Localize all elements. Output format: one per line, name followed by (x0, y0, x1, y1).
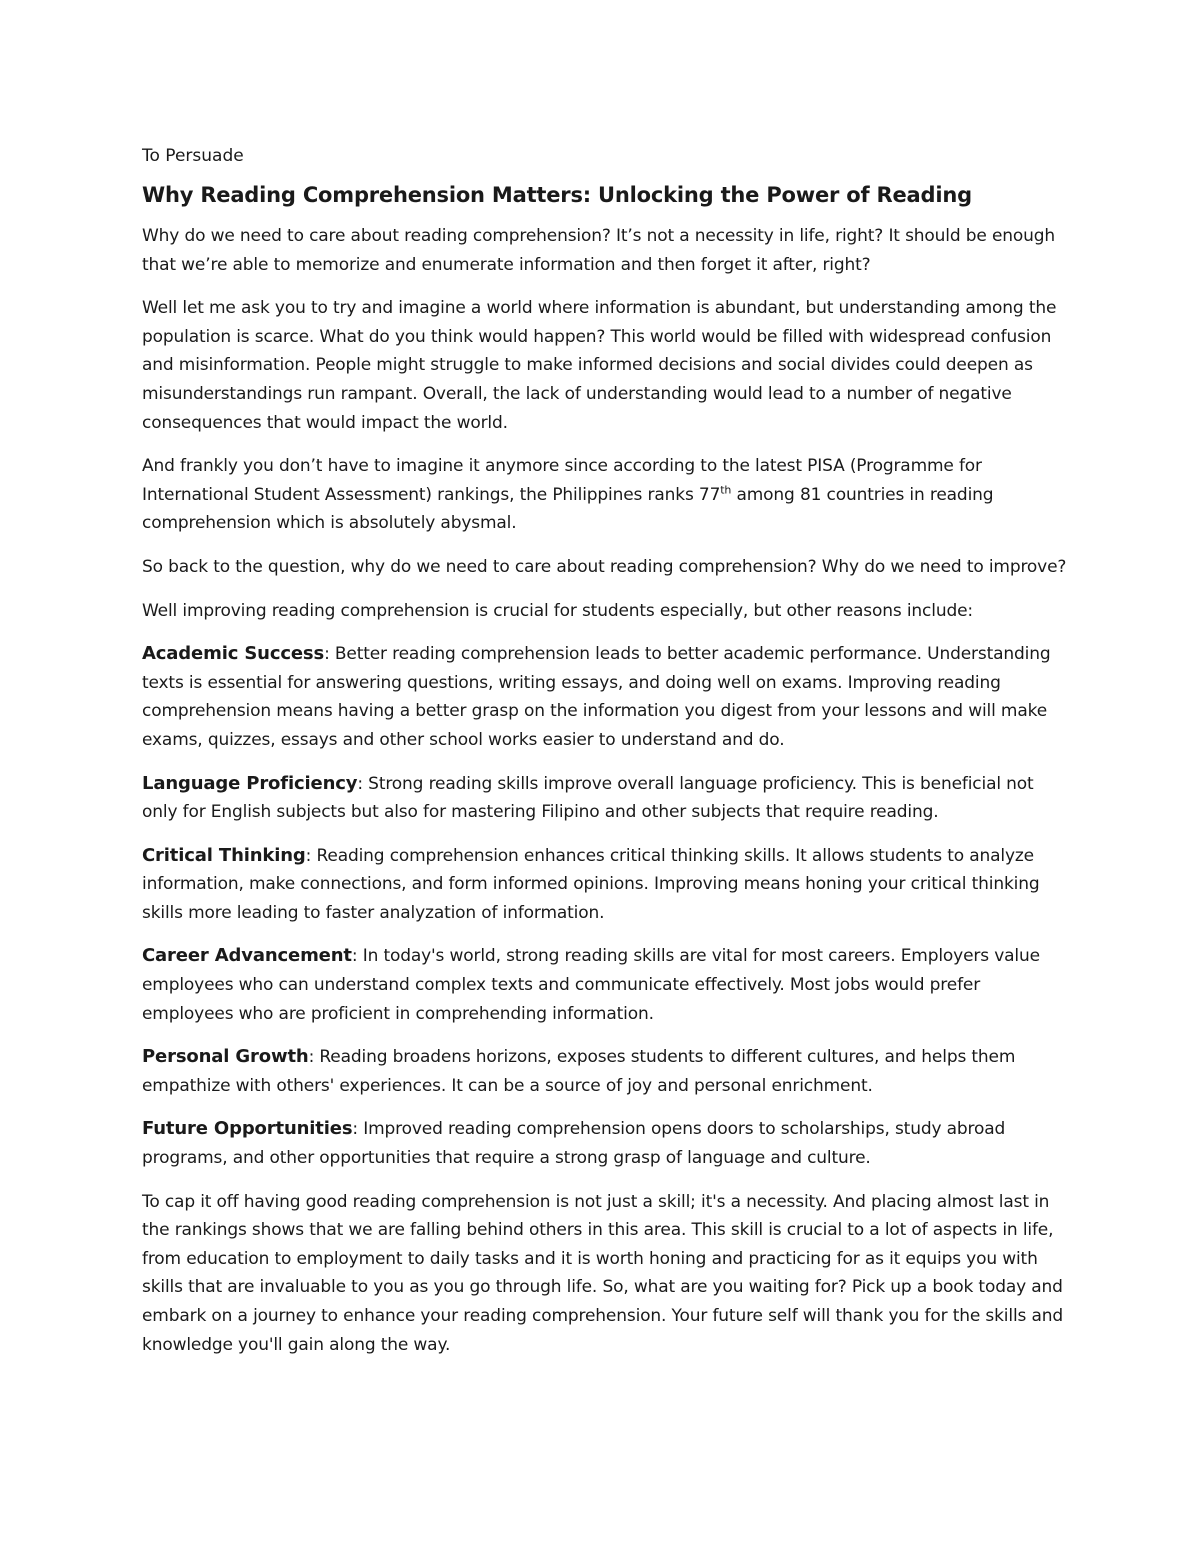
reason-term: Critical Thinking (142, 844, 306, 866)
reason-text: : Better reading comprehension leads to better academic performance. Understanding texts is essential for answering questions, writing essays, and doing well on exams. Improving reading comprehension means having a better grasp on the information you digest from your lessons and will make exams, quizzes, essays and other school works easier to understand and do. (142, 644, 1051, 750)
reason-text: : Reading broadens horizons, exposes students to different cultures, and helps them empathize with others' experiences. It can be a source of joy and personal enrichment. (142, 1047, 1016, 1096)
reasons-intro-paragraph: Well improving reading comprehension is crucial for students especially, but other reasons include: (142, 600, 973, 621)
reason-term: Language Proficiency (142, 772, 358, 794)
reason-term: Academic Success (142, 643, 325, 665)
pisa-text-after: among 81 countries in reading comprehension which is absolutely abysmal. (142, 484, 994, 534)
reason-term: Future Opportunities (142, 1118, 353, 1140)
question-paragraph: So back to the question, why do we need to care about reading comprehension? Why do we need to improve? (142, 556, 1067, 577)
reason-paragraph (142, 942, 1072, 1028)
reason-paragraph (142, 640, 1072, 754)
document-title: Why Reading Comprehension Matters: Unlocking the Power of Reading (142, 183, 972, 207)
document-body (142, 144, 1072, 1374)
reason-text: : Strong reading skills improve overall language proficiency. This is beneficial not only for English subjects but also for mastering Filipino and other subjects that require reading. (142, 773, 1034, 823)
reason-text: : Reading comprehension enhances critical thinking skills. It allows students to analyze information, make connections, and form informed opinions. Improving means honing your critical thinking skills more leading to faster analyzation of information. (142, 845, 1040, 923)
reason-term: Career Advancement (142, 945, 352, 967)
conclusion-paragraph: To cap it off having good reading comprehension is not just a skill; it's a necessity. And placing almost last in the rankings shows that we are falling behind others in this area. This skill is crucial to a lot of aspects in life, from education to employment to daily tasks and it is worth honing and practicing for as it equips you with skills that are invaluable to you as you go through life. So, what are you waiting for? Pick up a book today and embark on a journey to enhance your reading comprehension. Your future self will thank you for the skills and knowledge you'll gain along the way. (142, 1191, 1064, 1355)
intro-paragraph: Why do we need to care about reading comprehension? It’s not a necessity in life, right? It should be enough that we’re able to memorize and enumerate information and then forget it after, right? (142, 226, 1056, 275)
reason-paragraph (142, 770, 1072, 827)
reason-term: Personal Growth (142, 1046, 309, 1068)
pisa-text-before: And frankly you don’t have to imagine it anymore since according to the latest PISA (Programme for International Student Assessment) rankings, the Philippines ranks 77 (142, 456, 982, 505)
reason-paragraph (142, 842, 1072, 928)
reason-text: : Improved reading comprehension opens doors to scholarships, study abroad programs, and other opportunities that require a strong grasp of language and culture. (142, 1119, 1006, 1169)
intro-paragraph: Well let me ask you to try and imagine a world where information is abundant, but understanding among the population is scarce. What do you think would happen? This world would be filled with widespread confusion and misinformation. People might struggle to make informed decisions and social divides could deepen as misunderstandings run rampant. Overall, the lack of understanding would lead to a number of negative consequences that would impact the world. (142, 298, 1057, 433)
pisa-paragraph (142, 452, 1072, 538)
reason-paragraph (142, 1043, 1072, 1100)
ordinal-suffix: th (720, 483, 732, 497)
reason-paragraph (142, 1115, 1072, 1172)
reason-text: : In today's world, strong reading skills are vital for most careers. Employers value employees who can understand complex texts and communicate effectively. Most jobs would prefer employees who are proficient in comprehending information. (142, 946, 1040, 1024)
document-label: To Persuade (142, 146, 244, 166)
